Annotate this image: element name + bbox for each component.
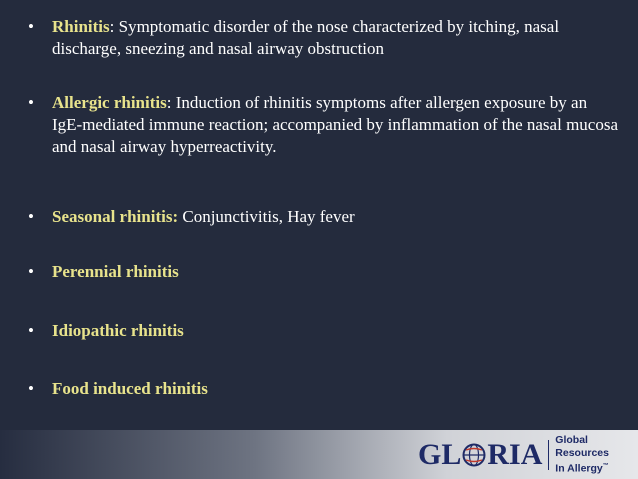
bullet-text bbox=[52, 261, 618, 283]
bullet-text bbox=[52, 378, 618, 400]
bullet-dot: • bbox=[28, 17, 34, 36]
bullet-text bbox=[52, 16, 618, 60]
logo-word-left: GL bbox=[418, 438, 462, 471]
logo-tagline-line1: Global Resources bbox=[555, 434, 609, 460]
bullet-term: Allergic rhinitis bbox=[52, 93, 167, 112]
bullet-food-induced-rhinitis bbox=[28, 378, 618, 400]
logo-trademark: ™ bbox=[602, 463, 609, 470]
bullet-desc: Conjunctivitis, Hay fever bbox=[178, 207, 355, 226]
bullet-desc: : Induction of rhinitis symptoms after allergen exposure by an IgE-mediated immune reaction; accompanied by inflammation of the nasal mucosa and nasal airway hyperreactivity. bbox=[52, 93, 618, 156]
bullet-desc: : Symptomatic disorder of the nose characterized by itching, nasal discharge, sneezing and nasal airway obstruction bbox=[52, 17, 560, 58]
bullet-term: Food induced rhinitis bbox=[52, 379, 208, 398]
bullet-dot: • bbox=[28, 321, 34, 340]
bullet-perennial-rhinitis bbox=[28, 261, 618, 283]
bullet-dot: • bbox=[28, 379, 34, 398]
bullet-dot: • bbox=[28, 262, 34, 281]
bullet-term: Idiopathic rhinitis bbox=[52, 321, 184, 340]
gloria-logo bbox=[418, 434, 638, 475]
bullet-allergic-rhinitis bbox=[28, 92, 618, 158]
bullet-seasonal-rhinitis bbox=[28, 206, 618, 228]
bullet-rhinitis bbox=[28, 16, 618, 60]
bullet-term: Rhinitis bbox=[52, 17, 110, 36]
bullet-idiopathic-rhinitis bbox=[28, 320, 618, 342]
bullet-text bbox=[52, 206, 618, 228]
bullet-text bbox=[52, 92, 618, 158]
bullet-term: Seasonal rhinitis: bbox=[52, 207, 179, 226]
bullet-dot: • bbox=[28, 207, 34, 226]
bullet-dot: • bbox=[28, 93, 34, 112]
logo-word-right: RIA bbox=[487, 438, 543, 471]
logo-tagline bbox=[555, 434, 638, 476]
logo-tagline-line2: In Allergy bbox=[555, 462, 603, 475]
bullet-term: Perennial rhinitis bbox=[52, 262, 179, 281]
logo-divider bbox=[548, 440, 549, 470]
globe-icon bbox=[462, 443, 486, 467]
logo-wordmark bbox=[418, 438, 542, 472]
bullet-text bbox=[52, 320, 618, 342]
